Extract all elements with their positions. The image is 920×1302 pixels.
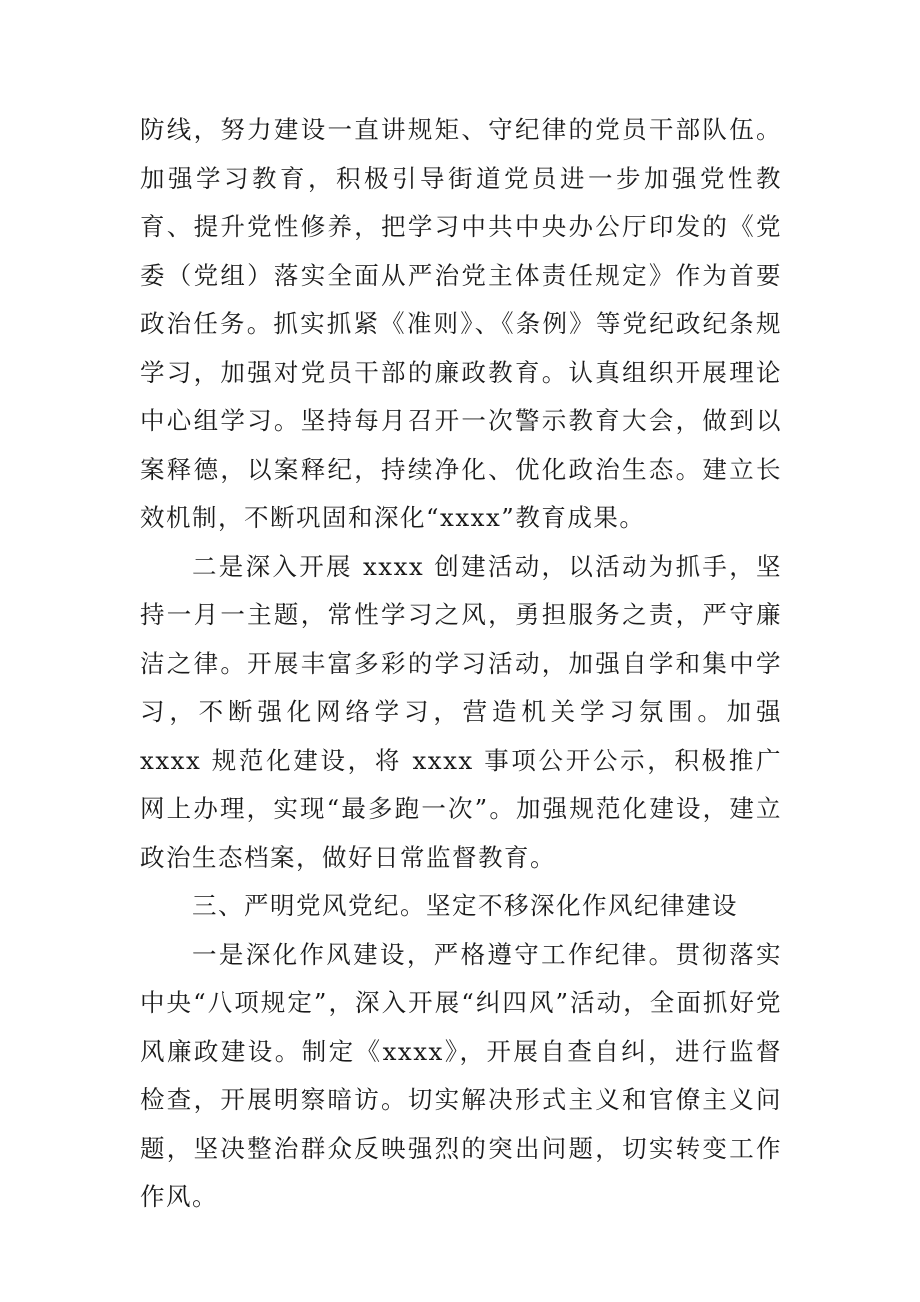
paragraph-2: 二是深入开展 xxxx 创建活动，以活动为抓手，坚持一月一主题，常性学习之风，勇担服务之责，严守廉洁之律。开展丰富多彩的学习活动，加强自学和集中学习，不断强化网络学习，营造机关学习氛围。加强 xxxx 规范化建设，将 xxxx 事项公开公示，积极推广网上办理，实现“最多跑一次”。加强规范化建设，建立政治生态档案，做好日常监督教育。 xyxy=(140,551,782,872)
section-heading-3: 三、严明党风党纪。坚定不移深化作风纪律建设 xyxy=(192,891,738,920)
paragraph-4: 一是深化作风建设，严格遵守工作纪律。贯彻落实中央“八项规定”，深入开展“纠四风”活动，全面抓好党风廉政建设。制定《xxxx》，开展自查自纠，进行监督检查，开展明察暗访。切实解决形式主义和官僚主义问题，坚决整治群众反映强烈的突出问题，切实转变工作作风。 xyxy=(140,939,782,1211)
document-body xyxy=(140,106,782,1222)
paragraph-1: 防线，努力建设一直讲规矩、守纪律的党员干部队伍。加强学习教育，积极引导街道党员进一步加强党性教育、提升党性修养，把学习中共中央办公厅印发的《党委（党组）落实全面从严治党主体责任规定》作为首要政治任务。抓实抓紧《准则》、《条例》等党纪政纪条规学习，加强对党员干部的廉政教育。认真组织开展理论中心组学习。坚持每月召开一次警示教育大会，做到以案释德，以案释纪，持续净化、优化政治生态。建立长效机制，不断巩固和深化“xxxx”教育成果。 xyxy=(140,115,782,532)
